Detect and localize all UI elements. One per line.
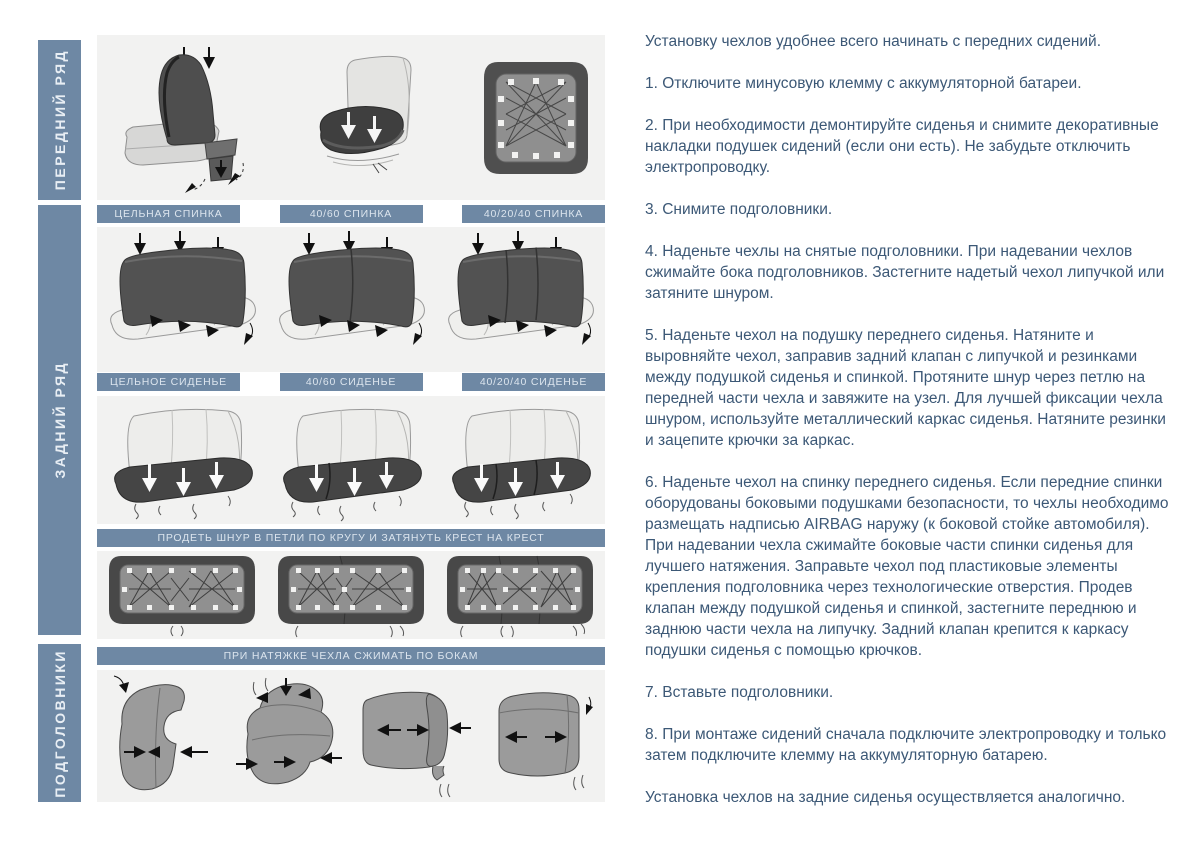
lacing-solid-back-figure	[103, 552, 261, 638]
banner-40-20-40-seat: 40/20/40 СИДЕНЬЕ	[462, 373, 605, 391]
section-label-rear-row: ЗАДНИЙ РЯД	[51, 361, 68, 479]
front-row-diagrams-panel	[97, 35, 605, 200]
rear-seat-40-20-40-figure	[440, 398, 600, 522]
rear-cushion-diagrams-panel	[97, 396, 605, 524]
headrest-cover-pulling-figure	[355, 672, 475, 800]
instruction-step-1: 1. Отключите минусовую клемму с аккумуляторной батареи.	[645, 75, 1082, 92]
banner-40-20-40-back: 40/20/40 СПИНКА	[462, 205, 605, 223]
rear-seat-40-60-figure	[271, 398, 431, 522]
lacing-40-60-back-figure	[272, 552, 430, 638]
front-seat-back-lacing-figure	[478, 58, 593, 178]
banner-40-60-back: 40/60 СПИНКА	[280, 205, 423, 223]
instruction-step-3: 3. Снимите подголовники.	[645, 201, 833, 218]
instruction-step-8: 8. При монтаже сидений сначала подключите электропроводку и только затем подключите клемму на аккумуляторную батарею.	[645, 726, 1167, 764]
instruction-step-6: 6. Наденьте чехол на спинку переднего сиденья. Если передние спинки оборудованы боковыми подушками безопасности, то чехлы необходимо размещать надписью AIRBAG наружу (к боковой стойке автомобиля). При надевании чехла сжимайте боковые части спинки сиденья для лучшего натяжения. Заправьте чехол под пластиковые элементы крепления подголовника через технологические отверстия. Продев клапан между подушкой сиденья и спинкой, застегните переднюю и заднюю части чехла на липучку. Задний клапан крепится к каркасу подушки сиденья с помощью крючков.	[645, 474, 1169, 659]
front-seat-cushion-cover-figure	[303, 48, 453, 188]
headrest-cover-folded-figure	[224, 672, 344, 800]
instruction-intro: Установку чехлов удобнее всего начинать с передних сидений.	[645, 33, 1102, 50]
section-bar-front-row	[38, 40, 81, 200]
rear-back-40-60-figure	[271, 229, 431, 371]
front-seat-back-cover-figure	[109, 39, 279, 197]
section-bar-headrests	[38, 644, 81, 802]
instructions-text-column	[645, 31, 1172, 829]
headrest-diagrams-panel	[97, 670, 605, 802]
section-label-headrests: ПОДГОЛОВНИКИ	[51, 648, 68, 798]
banner-40-60-seat: 40/60 СИДЕНЬЕ	[280, 373, 423, 391]
instruction-step-5: 5. Наденьте чехол на подушку переднего сиденья. Натяните и выровняйте чехол, заправив задний клапан с липучкой и резинками между подушкой сиденья и спинкой. Протяните шнур через петлю на передней части чехла и завяжите на узел. Для лучшей фиксации чехла шнуром, используйте металлический каркас сиденья. Натяните резинки и зацепите крючки за каркас.	[645, 327, 1166, 449]
rear-back-solid-figure	[102, 229, 262, 371]
instruction-step-2: 2. При необходимости демонтируйте сиденья и снимите декоративные накладки подушек сидений (если они есть). Не забудьте отключить электропроводку.	[645, 117, 1159, 176]
rear-backrest-diagrams-panel	[97, 227, 605, 372]
instruction-outro: Установка чехлов на задние сиденья осуществляется аналогично.	[645, 789, 1126, 806]
banner-lace-instruction: ПРОДЕТЬ ШНУР В ПЕТЛИ ПО КРУГУ И ЗАТЯНУТЬ КРЕСТ НА КРЕСТ	[97, 529, 605, 547]
section-label-front-row: ПЕРЕДНИЙ РЯД	[51, 49, 68, 191]
rear-back-banner-row	[97, 205, 605, 223]
rear-back-40-20-40-figure	[440, 229, 600, 371]
instruction-step-4: 4. Наденьте чехлы на снятые подголовники. При надевании чехлов сжимайте бока подголовников. Застегните надетый чехол липучкой или затяните шнуром.	[645, 243, 1165, 302]
instruction-step-7: 7. Вставьте подголовники.	[645, 684, 834, 701]
headrest-cover-side-figure	[102, 672, 214, 800]
headrest-cover-fitted-figure	[485, 675, 600, 797]
banner-solid-back: ЦЕЛЬНАЯ СПИНКА	[97, 205, 240, 223]
rear-seat-banner-row	[97, 373, 605, 391]
banner-headrest-instruction: ПРИ НАТЯЖКЕ ЧЕХЛА СЖИМАТЬ ПО БОКАМ	[97, 647, 605, 665]
rear-back-lacing-panel	[97, 551, 605, 639]
rear-seat-solid-figure	[102, 398, 262, 522]
banner-solid-seat: ЦЕЛЬНОЕ СИДЕНЬЕ	[97, 373, 240, 391]
lacing-40-20-40-back-figure	[441, 552, 599, 638]
section-bar-rear-row	[38, 205, 81, 635]
